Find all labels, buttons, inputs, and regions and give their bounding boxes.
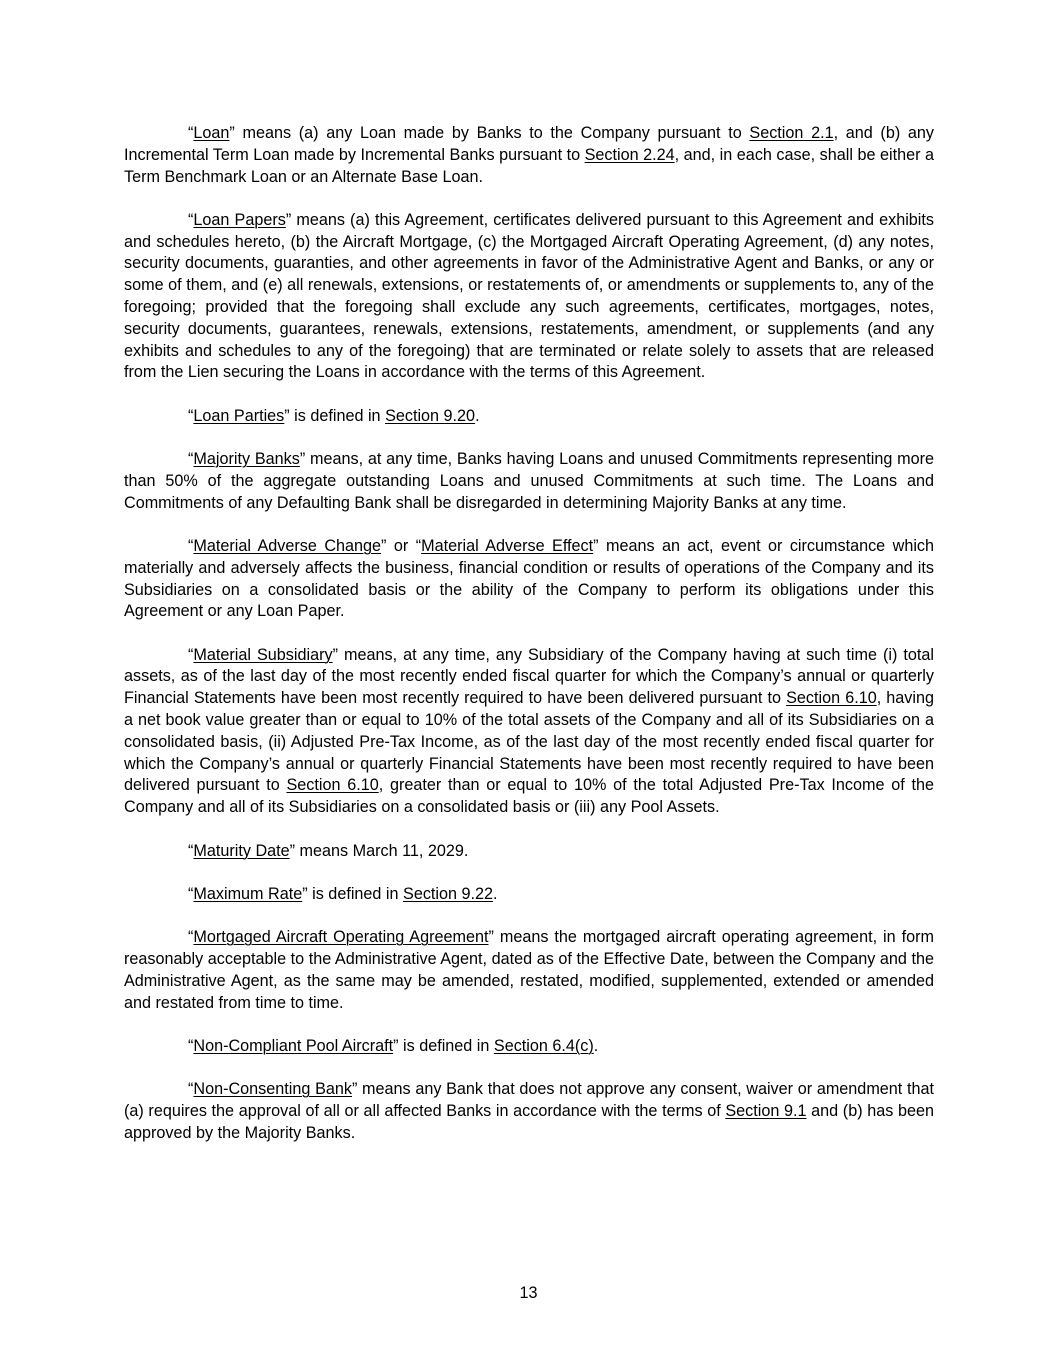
definition-loan-papers: “Loan Papers” means (a) this Agreement, certificates delivered pursuant to this Agreement and exhibits and schedules hereto, (b) the Aircraft Mortgage, (c) the Mortgaged Aircraft Operating Agreement, (d) any notes, security documents, guaranties, and other agreements in favor of the Administrative Agent and Banks, or any or some of them, and (e) all renewals, extensions, or restatements of, or amendments or supplements to, any of the foregoing; provided that the foregoing shall exclude any such agreements, certificates, mortgages, notes, security documents, guarantees, renewals, extensions, restatements, amendment, or supplements (and any exhibits and schedules to any of the foregoing) that are terminated or relate solely to assets that are released from the Lien securing the Loans in accordance with the terms of this Agreement. xyxy=(124,210,934,382)
definition-material-subsidiary: “Material Subsidiary” means, at any time, any Subsidiary of the Company having at such time (i) total assets, as of the last day of the most recently ended fiscal quarter for which the Company’s annual or quarterly Financial Statements have been most recently required to have been delivered pursuant to Section 6.10, having a net book value greater than or equal to 10% of the total assets of the Company and all of its Subsidiaries on a consolidated basis, (ii) Adjusted Pre-Tax Income, as of the last day of the most recently ended fiscal quarter for which the Company’s annual or quarterly Financial Statements have been most recently required to have been delivered pursuant to Section 6.10, greater than or equal to 10% of the total Adjusted Pre-Tax Income of the Company and all of its Subsidiaries on a consolidated basis or (iii) any Pool Assets. xyxy=(124,645,935,817)
defined-term: Loan Papers xyxy=(193,210,286,229)
section-reference: Section 2.24 xyxy=(584,145,675,164)
definition-non-consenting-bank: “Non-Consenting Bank” means any Bank that does not approve any consent, waiver or amendment that (a) requires the approval of all or all affected Banks in accordance with the terms of Section 9.1 and (b) has been approved by the Majority Banks. xyxy=(124,1080,934,1142)
section-reference: Section 6.4(c) xyxy=(493,1036,594,1055)
section-reference: Section 6.10 xyxy=(286,776,379,795)
defined-term: Maturity Date xyxy=(193,841,290,860)
section-reference: Section 6.10 xyxy=(786,689,877,708)
section-reference: Section 9.20 xyxy=(385,406,476,425)
page-number: 13 xyxy=(519,1284,538,1302)
definition-majority-banks: “Majority Banks” means, at any time, Banks having Loans and unused Commitments representing more than 50% of the aggregate outstanding Loans and unused Commitments at such time. The Loans and Commitments of any Defaulting Bank shall be disregarded in determining Majority Banks at any time. xyxy=(124,450,934,512)
defined-term: Material Subsidiary xyxy=(193,645,333,664)
definition-maximum-rate: “Maximum Rate” is defined in Section 9.22. xyxy=(188,884,498,903)
definition-material-adverse-change: “Material Adverse Change” or “Material Adverse Effect” means an act, event or circumstance which materially and adversely affects the business, financial condition or results of operations of the Company and its Subsidiaries on a consolidated basis or the ability of the Company to perform its obligations under this Agreement or any Loan Paper. xyxy=(124,536,935,621)
defined-term: Non-Compliant Pool Aircraft xyxy=(193,1036,394,1055)
document-body xyxy=(124,123,934,1166)
defined-term: Non-Consenting Bank xyxy=(193,1080,352,1099)
defined-term: Loan xyxy=(193,124,230,142)
section-reference: Section 2.1 xyxy=(749,124,834,142)
definition-loan: “Loan” means (a) any Loan made by Banks to the Company pursuant to Section 2.1, and (b) any Incremental Term Loan made by Incremental Banks pursuant to Section 2.24, and, in each case, shall be either a Term Benchmark Loan or an Alternate Base Loan. xyxy=(124,124,935,186)
definition-maturity-date: “Maturity Date” means March 11, 2029. xyxy=(188,841,469,860)
defined-term: Mortgaged Aircraft Operating Agreement xyxy=(193,928,489,947)
defined-term: Maximum Rate xyxy=(193,884,303,903)
defined-term: Material Adverse Effect xyxy=(421,536,594,555)
definition-loan-parties: “Loan Parties” is defined in Section 9.20. xyxy=(188,406,480,425)
defined-term: Material Adverse Change xyxy=(193,536,382,555)
section-reference: Section 9.1 xyxy=(725,1101,807,1120)
defined-term: Loan Parties xyxy=(193,406,285,425)
definition-non-compliant-pool-aircraft: “Non-Compliant Pool Aircraft” is defined in Section 6.4(c). xyxy=(188,1036,599,1055)
defined-term: Majority Banks xyxy=(193,450,300,469)
definition-mortgaged-aircraft-operating-agreement: “Mortgaged Aircraft Operating Agreement” means the mortgaged aircraft operating agreement, in form reasonably acceptable to the Administrative Agent, dated as of the Effective Date, between the Company and the Administrative Agent, as the same may be amended, restated, modified, supplemented, extended or amended and restated from time to time. xyxy=(124,928,934,1012)
section-reference: Section 9.22 xyxy=(403,884,494,903)
